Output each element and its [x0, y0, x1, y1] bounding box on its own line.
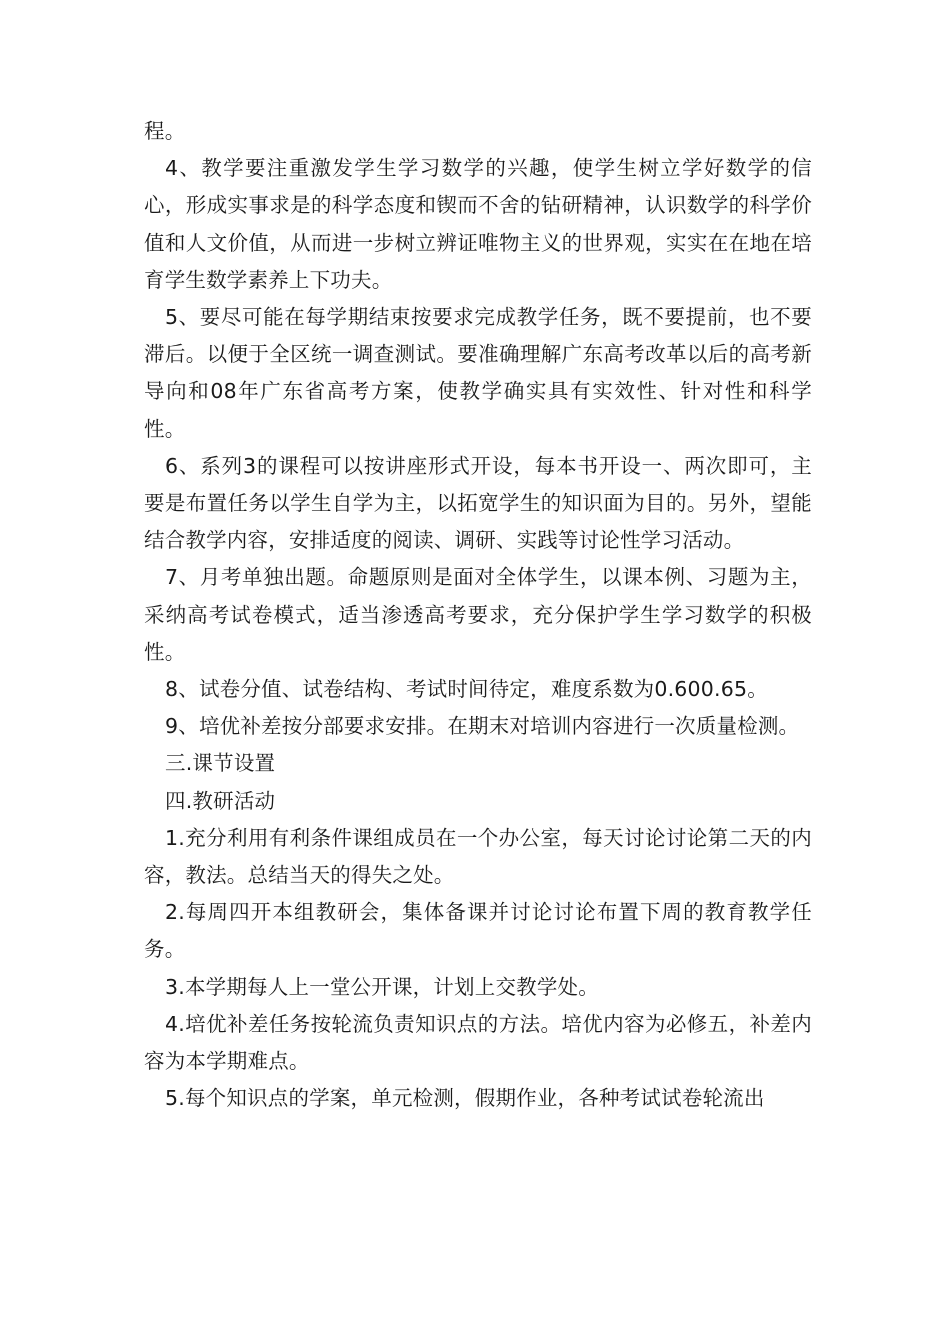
paragraph-item-8: 8、试卷分值、试卷结构、考试时间待定，难度系数为0.600.65。	[165, 677, 768, 702]
section-heading-course-settings: 三.课节设置	[165, 751, 276, 776]
paragraph-item-6: 6、系列3的课程可以按讲座形式开设，每本书开设一、两次即可，主要是布置任务以学生自学为主，以拓宽学生的知识面为目的。另外，望能结合教学内容，安排适度的阅读、调研、实践等讨论性学习活动。	[144, 453, 812, 553]
activity-item-3: 3.本学期每人上一堂公开课，计划上交教学处。	[165, 974, 599, 999]
section-heading-research-activities: 四.教研活动	[165, 788, 276, 813]
paragraph-item-4: 4、教学要注重激发学生学习数学的兴趣，使学生树立学好数学的信心，形成实事求是的科学态度和锲而不舍的钻研精神，认识数学的科学价值和人文价值，从而进一步树立辨证唯物主义的世界观，实实在在地在培育学生数学素养上下功夫。	[144, 156, 812, 292]
paragraph-item-9: 9、培优补差按分部要求安排。在期末对培训内容进行一次质量检测。	[165, 714, 800, 739]
paragraph-item-7: 7、月考单独出题。命题原则是面对全体学生，以课本例、习题为主，采纳高考试卷模式，适当渗透高考要求，充分保护学生学习数学的积极性。	[144, 565, 812, 664]
document-body	[144, 113, 812, 1117]
activity-item-5: 5.每个知识点的学案，单元检测，假期作业，各种考试试卷轮流出	[165, 1086, 765, 1111]
paragraph-item-5: 5、要尽可能在每学期结束按要求完成教学任务，既不要提前，也不要滞后。以便于全区统一调查测试。要准确理解广东高考改革以后的高考新导向和08年广东省高考方案，使教学确实具有实效性、针对性和科学性。	[144, 305, 812, 441]
activity-item-2: 2.每周四开本组教研会，集体备课并讨论讨论布置下周的教育教学任务。	[144, 900, 812, 962]
activity-item-1: 1.充分利用有利条件课组成员在一个办公室，每天讨论讨论第二天的内容，教法。总结当天的得失之处。	[144, 825, 812, 888]
activity-item-4: 4.培优补差任务按轮流负责知识点的方法。培优内容为必修五，补差内容为本学期难点。	[144, 1011, 812, 1074]
paragraph-continued: 程。	[144, 119, 186, 143]
